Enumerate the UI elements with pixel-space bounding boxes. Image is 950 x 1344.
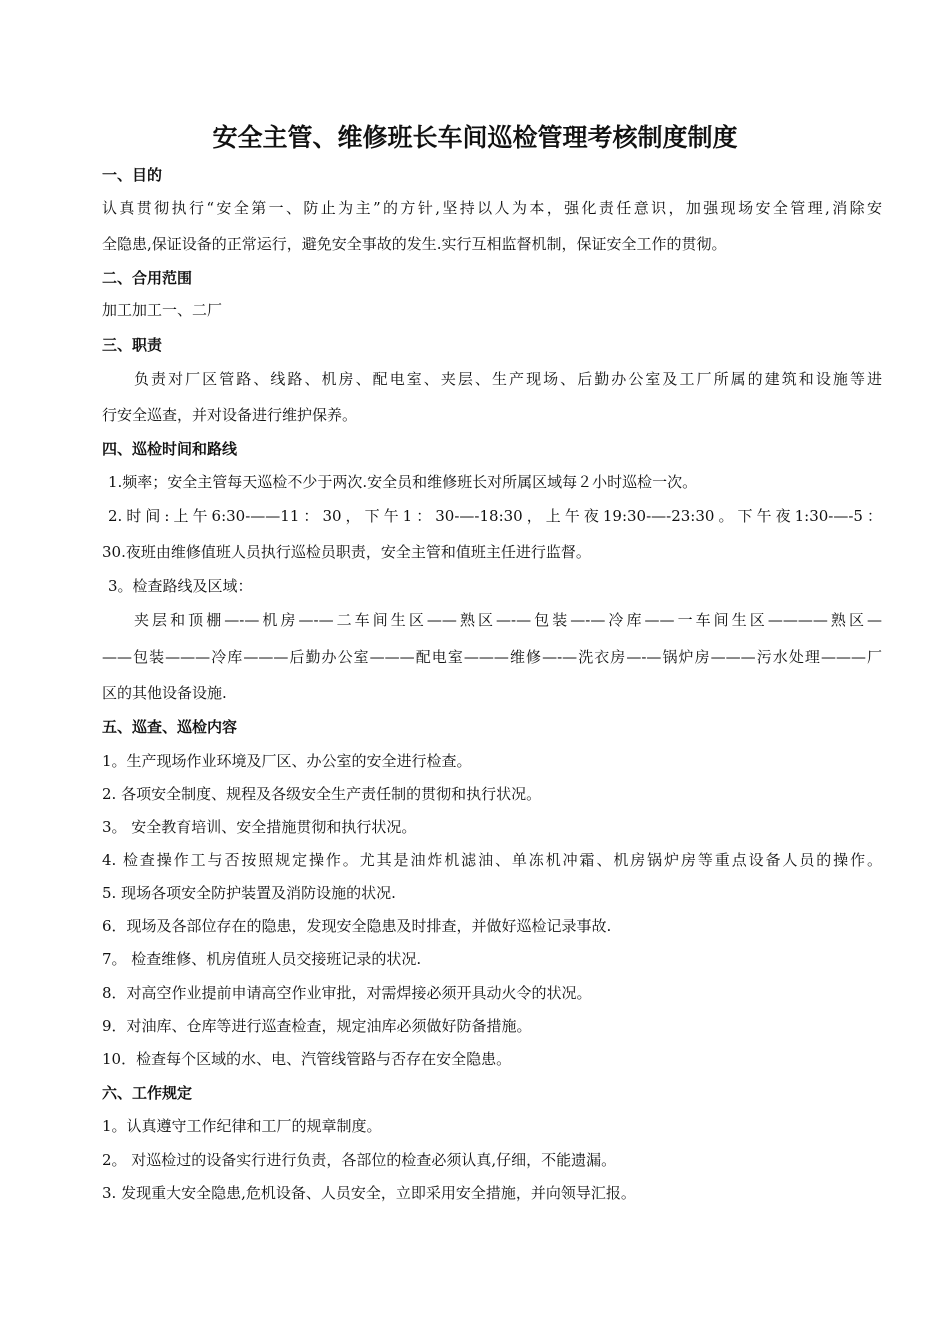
scope-line-1: 加工加工一、二厂 bbox=[102, 301, 223, 319]
content-item-6: 6．现场及各部位存在的隐患，发现安全隐患及时排查，并做好巡检记录事故. bbox=[102, 917, 612, 935]
inspection-route-line-1: 夹层和顶棚—-—机房—-—二车间生区——熟区—-—包装—-—冷库——一车间生区————熟区— bbox=[134, 611, 882, 629]
inspection-time-line-1: 2.时间:上午6:30-——11：30，下午1：30-—-18:30，上午夜19:30-—-23:30。下午夜1:30-—-5： bbox=[108, 507, 882, 525]
content-item-4: 4. 检查操作工与否按照规定操作。尤其是油炸机滤油、单冻机冲霜、机房锅炉房等重点设备人员的操作。 bbox=[102, 851, 882, 869]
content-item-8: 8．对高空作业提前申请高空作业审批，对需焊接必须开具动火令的状况。 bbox=[102, 984, 592, 1002]
content-item-7: 7。 检查维修、机房值班人员交接班记录的状况. bbox=[102, 950, 422, 968]
purpose-line-2: 全隐患,保证设备的正常运行，避免安全事故的发生.实行互相监督机制，保证安全工作的贯彻。 bbox=[102, 235, 727, 253]
rule-item-3: 3. 发现重大安全隐患,危机设备、人员安全，立即采用安全措施，并向领导汇报。 bbox=[102, 1184, 636, 1202]
inspection-route-line-2: ——包装———冷库———后勤办公室———配电室———维修—-—洗衣房—-—锅炉房———污水处理———厂 bbox=[102, 648, 882, 666]
section-heading-purpose: 一、目的 bbox=[102, 166, 163, 184]
content-item-9: 9．对油库、仓库等进行巡查检查，规定油库必须做好防备措施。 bbox=[102, 1017, 532, 1035]
section-heading-scope: 二、合用范围 bbox=[102, 269, 193, 287]
rule-item-1: 1。认真遵守工作纪律和工厂的规章制度。 bbox=[102, 1117, 382, 1135]
inspection-frequency-line: 1.频率；安全主管每天巡检不少于两次.安全员和维修班长对所属区域每２小时巡检一次。 bbox=[108, 473, 698, 491]
inspection-route-line-3: 区的其他设备设施. bbox=[102, 684, 227, 702]
inspection-route-heading: 3。检查路线及区域： bbox=[108, 577, 253, 595]
content-item-5: 5. 现场各项安全防护装置及消防设施的状况. bbox=[102, 884, 396, 902]
section-heading-inspection-time-route: 四、巡检时间和路线 bbox=[102, 440, 238, 458]
duties-line-1: 负责对厂区管路、线路、机房、配电室、夹层、生产现场、后勤办公室及工厂所属的建筑和设施等进 bbox=[134, 370, 882, 388]
content-item-2: 2. 各项安全制度、规程及各级安全生产责任制的贯彻和执行状况。 bbox=[102, 785, 542, 803]
duties-line-2: 行安全巡查，并对设备进行维护保养。 bbox=[102, 406, 358, 424]
inspection-time-line-2: 30.夜班由维修值班人员执行巡检员职责，安全主管和值班主任进行监督。 bbox=[102, 543, 591, 561]
section-heading-inspection-content: 五、巡查、巡检内容 bbox=[102, 718, 238, 736]
content-item-1: 1。生产现场作业环境及厂区、办公室的安全进行检查。 bbox=[102, 752, 472, 770]
document-title: 安全主管、维修班长车间巡检管理考核制度制度 bbox=[212, 123, 738, 152]
purpose-line-1: 认真贯彻执行“安全第一、防止为主”的方针,坚持以人为本，强化责任意识，加强现场安全管理,消除安 bbox=[102, 199, 882, 217]
section-heading-duties: 三、职责 bbox=[102, 336, 163, 354]
content-item-3: 3。 安全教育培训、安全措施贯彻和执行状况。 bbox=[102, 818, 417, 836]
rule-item-2: 2。 对巡检过的设备实行进行负责，各部位的检查必须认真,仔细，不能遗漏。 bbox=[102, 1151, 617, 1169]
section-heading-work-rules: 六、工作规定 bbox=[102, 1084, 193, 1102]
content-item-10: 10．检查每个区域的水、电、汽管线管路与否存在安全隐患。 bbox=[102, 1050, 512, 1068]
